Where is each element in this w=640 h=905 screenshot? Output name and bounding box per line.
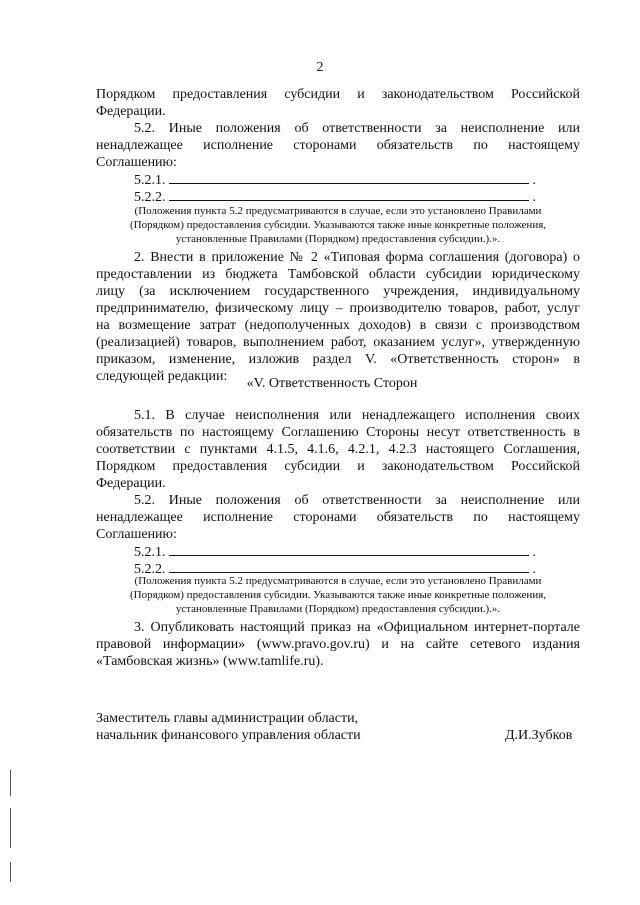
blank-field-line [169,560,529,573]
blank-field-line [169,171,529,184]
footnote-line: (Порядком) предоставления субсидии. Указываются также иные конкретные положения, [129,219,547,231]
blank-field-row: 5.2.2. . [134,190,536,205]
text-line: соответствии с пунктами 4.1.5, 4.1.6, 4.2.1, 4.2.3 настоящего Соглашения, [96,442,580,457]
blank-field-label: 5.2.1. [134,545,166,560]
text-line: следующей редакции: [96,369,228,384]
text-line: лицу (за исключением государственного учреждения, индивидуальному [96,284,580,299]
text-line: предоставлении из бюджета Тамбовской области субсидии юридическому [96,267,580,282]
text-line: обязательств по настоящему Соглашению Стороны несут ответственность в [96,425,580,440]
text-line: Порядком предоставления субсидии и законодательством Российской [96,459,580,474]
blank-field-row: 5.2.2. . [134,562,536,577]
blank-field-line [169,188,529,201]
footnote-line: (Положения пункта 5.2 предусматриваются в случае, если это установлено Правилами [134,575,542,587]
page-number: 2 [316,60,324,75]
text-line: Порядком предоставления субсидии и законодательством Российской [96,87,580,102]
text-line: Федерации. [96,476,166,491]
blank-field-line [169,543,529,556]
text-line: 2. Внести в приложение № 2 «Типовая форма соглашения (договора) о [134,250,580,265]
text-line: Федерации. [96,104,166,119]
blank-field-row: 5.2.1. . [134,545,536,560]
text-line: 5.1. В случае неисполнения или ненадлежащего исполнения своих [134,408,580,423]
text-line: «Тамбовская жизнь» (www.tamlife.ru). [96,654,324,669]
scan-artifact [10,862,11,882]
footnote-line: (Положения пункта 5.2 предусматриваются в случае, если это установлено Правилами [134,205,542,217]
text-line: 5.2. Иные положения об ответственности за неисполнение или [134,493,580,508]
blank-field-row: 5.2.1. . [134,173,536,188]
text-line: Соглашению: [96,527,177,542]
text-line: Соглашению: [96,155,177,170]
text-line: приказом, изменение, изложив раздел V. «Ответственность сторон» в [96,352,580,367]
text-line: на возмещение затрат (недополученных доходов) в связи с производством [96,318,580,333]
text-line: ненадлежащее исполнение сторонами обязательств по настоящему [96,510,580,525]
text-line: 5.2. Иные положения об ответственности за неисполнение или [134,121,580,136]
blank-field-label: 5.2.2. [134,562,166,577]
section-title: «V. Ответственность Сторон [246,376,418,391]
scan-artifact [10,770,11,796]
signatory-position: начальник финансового управления области [96,728,361,743]
text-line: 3. Опубликовать настоящий приказ на «Официальном интернет-портале [134,620,580,635]
text-line: ненадлежащее исполнение сторонами обязательств по настоящему [96,138,580,153]
signatory-name: Д.И.Зубков [505,728,573,743]
text-line: (реализацией) товаров, выполнением работ, оказанием услуг», утвержденную [96,335,580,350]
scan-artifact [10,808,11,848]
footnote-line: (Порядком) предоставления субсидии. Указываются также иные конкретные положения, [129,589,547,601]
footnote-line: установленные Правилами (Порядком) предоставления субсидии.).». [175,603,501,615]
signatory-position: Заместитель главы администрации области, [96,711,359,726]
footnote-line: установленные Правилами (Порядком) предоставления субсидии.).». [175,233,501,245]
blank-field-label: 5.2.2. [134,190,166,205]
blank-field-label: 5.2.1. [134,173,166,188]
text-line: предпринимателю, физическому лицу – производителю товаров, работ, услуг [96,301,580,316]
text-line: правовой информации» (www.pravo.gov.ru) и на сайте сетевого издания [96,637,580,652]
